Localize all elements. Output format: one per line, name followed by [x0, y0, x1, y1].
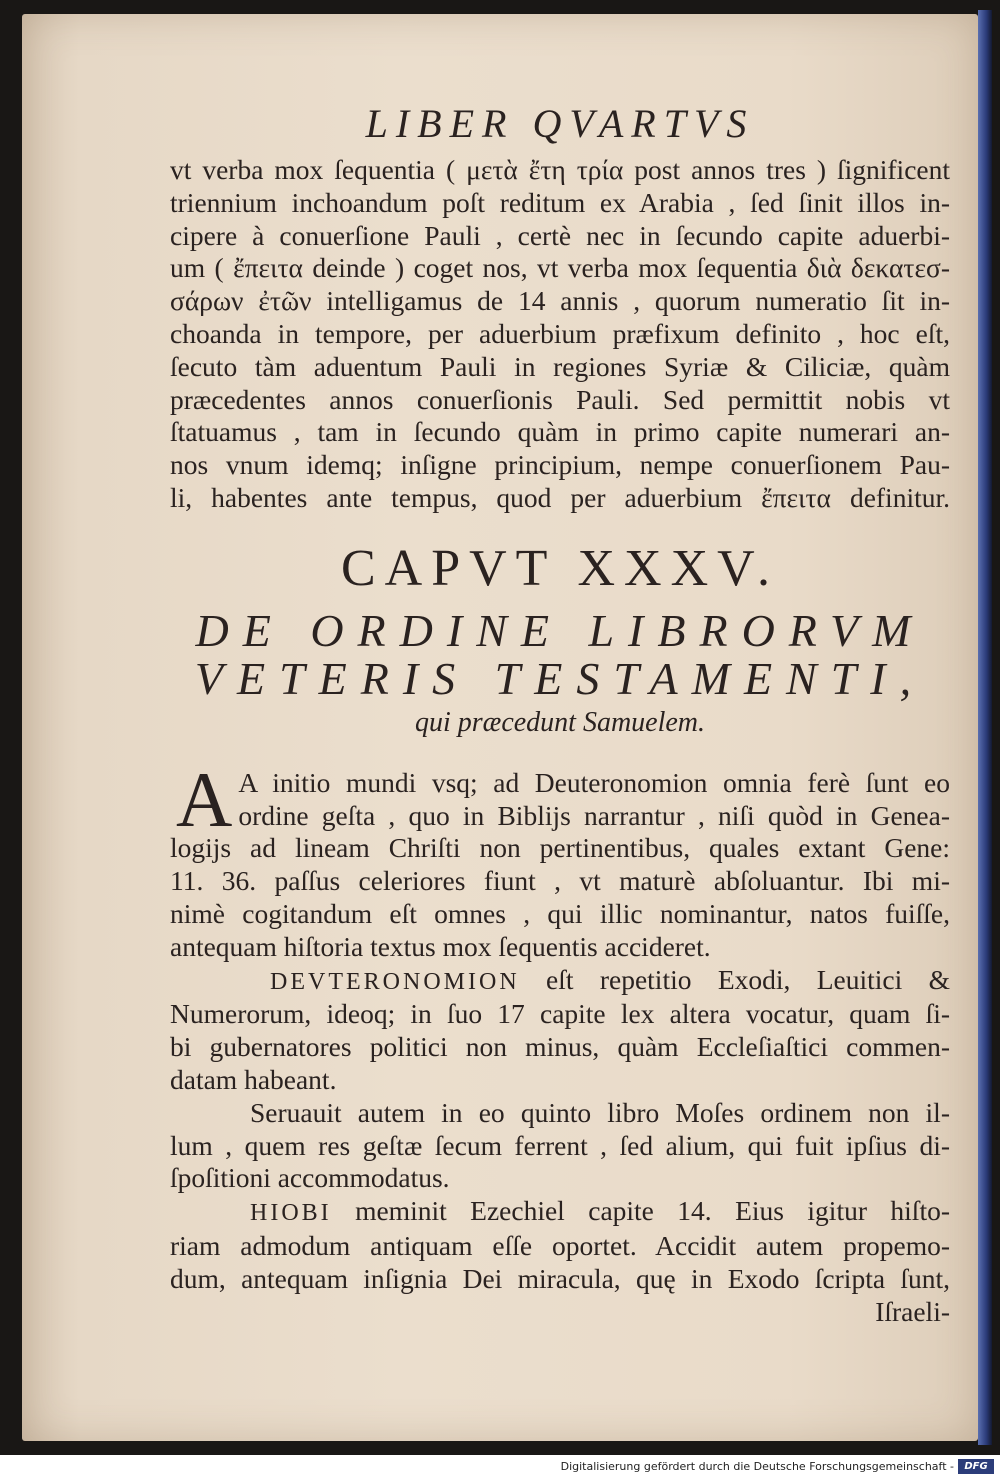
chapter-subtitle: VETERIS TESTAMENTI,: [194, 652, 926, 704]
paragraph-3: [170, 1097, 950, 1195]
text-line: dum, antequam inſignia Dei miracula, quę in Exodo ſcripta ſunt,: [170, 1262, 950, 1294]
page-edge: [978, 10, 992, 1445]
text-line: datam habeant.: [170, 1063, 337, 1095]
text-span: meminit Ezechiel capite 14. Eius igitur hiſto-: [355, 1195, 950, 1227]
top-paragraph: [170, 154, 950, 515]
chapter-subtitle: DE ORDINE LIBRORVM: [195, 604, 925, 656]
running-head: LIBER QVARTVS: [365, 101, 755, 146]
text-line: logijs ad lineam Chriſti non pertinentibus, quales extant Gene:: [170, 832, 950, 864]
text-line: 11. 36. paſſus celeriores fiunt , vt maturè abſoluantur. Ibi mi-: [170, 865, 950, 897]
text-line: cipere à conuerſione Pauli , certè nec in ſecundo capite aduerbi-: [170, 219, 950, 251]
text-line: Seruauit autem in eo quinto libro Moſes ordinem non il-: [250, 1096, 950, 1128]
text-line: A initio mundi vsq; ad Deuteronomion omnia ferè ſunt eo: [238, 766, 950, 798]
footer-credit: Digitalisierung gefördert durch die Deutsche Forschungsgemeinschaft -: [560, 1460, 954, 1473]
text-line: ſecuto tàm aduentum Pauli in regiones Syriæ & Ciliciæ, quàm: [170, 350, 950, 382]
text-line: bi gubernatores politici non minus, quàm Eccleſiaſtici commen-: [170, 1031, 950, 1063]
footer-bar: [0, 1455, 1000, 1479]
drop-cap: A: [176, 755, 233, 843]
text-line: præcedentes annos conuerſionis Pauli. Sed permittit nobis vt: [170, 383, 950, 415]
text-span: eſt repetitio Exodi, Leuitici &: [546, 963, 951, 995]
text-line: antequam hiſtoria textus mox ſequentis accideret.: [170, 930, 711, 962]
text-line: ſpoſitioni accommodatus.: [170, 1162, 450, 1194]
text-line: ſtatuamus , tam in ſecundo quàm in primo capite numerari an-: [170, 416, 950, 448]
text-line: σάρων ἐτῶν intelligamus de 14 annis , quorum numeratio ſit in-: [170, 285, 950, 317]
paragraph-4: [170, 1195, 950, 1328]
text-line: [170, 964, 950, 999]
small-caps-word: DEVTERONOMION: [270, 968, 520, 995]
text-line: vt verba mox ſequentia ( μετὰ ἔτη τρία post annos tres ) ſignificent: [170, 154, 950, 185]
text-line: choanda in tempore, per aduerbium præfixum definito , hoc eſt,: [170, 317, 950, 349]
catchword: Iſraeli-: [875, 1295, 950, 1327]
text-line: um ( ἔπειτα deinde ) coget nos, vt verba mox ſequentia διὰ δεκατεσ-: [170, 252, 950, 284]
text-line: nimè cogitandum eſt omnes , qui illic nominantur, natos fuiſſe,: [170, 897, 950, 929]
text-line: triennium inchoandum poſt reditum ex Arabia , ſed ſinit illos in-: [170, 186, 950, 218]
dfg-logo: DFG: [958, 1459, 994, 1474]
text-line: Numerorum, ideoq; in ſuo 17 capite lex altera vocatur, quam ſi-: [170, 998, 950, 1030]
paragraph-2: [170, 964, 950, 1097]
small-caps-word: HIOBI: [250, 1200, 332, 1227]
paragraph-1: [170, 755, 950, 964]
text-line: li, habentes ante tempus, quod per aduerbium ἔπειτα definitur.: [170, 481, 950, 513]
chapter-subtitle-small: qui præcedunt Samuelem.: [414, 706, 706, 738]
text-line: nos vnum idemq; inſigne principium, nempe conuerſionem Pau-: [170, 449, 950, 481]
text-line: lum , quem res geſtæ ſecum ferrent , ſed alium, qui fuit ipſius di-: [170, 1129, 950, 1161]
chapter-heading: CAPVT XXXV.: [340, 539, 780, 597]
text-line: ordine geſta , quo in Biblijs narrantur , niſi quòd in Genea-: [238, 799, 950, 831]
text-line: riam admodum antiquam eſſe oportet. Accidit autem propemo-: [170, 1229, 950, 1261]
page-text: [170, 100, 950, 1328]
text-line: [170, 1195, 950, 1230]
